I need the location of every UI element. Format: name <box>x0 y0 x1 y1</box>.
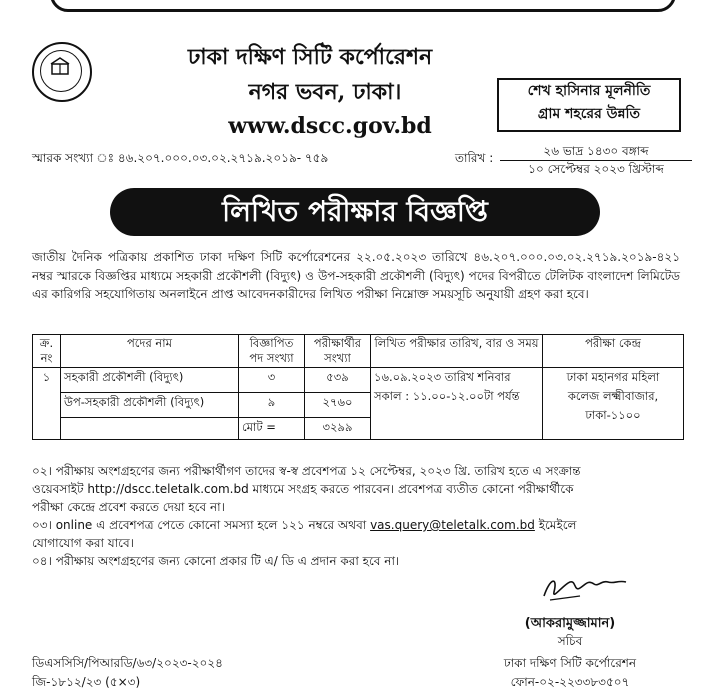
candidates-cell: ২৭৬০ <box>305 393 371 418</box>
note-2-line-1: ০২। পরীক্ষায় অংশগ্রহণের জন্য পরীক্ষার্থীগণ তাদের স্ব-স্ব প্রবেশপত্র ১২ সেপ্টেম্বর, ২০২৩ খ্রি. তারিখ হতে এ সংক্রান্ত <box>32 464 581 478</box>
signatory-name: (আকরামুজ্জামান) <box>524 616 616 631</box>
col-exam-center: পরীক্ষা কেন্দ্র <box>543 335 684 368</box>
post-cell: সহকারী প্রকৌশলী (বিদ্যুৎ) <box>61 368 239 393</box>
note-4: ০৪। পরীক্ষায় অংশগ্রহণের জন্য কোনো প্রকার টি এ/ ডি এ প্রদান করা হবে না। <box>32 554 400 568</box>
slogan-line-2: গ্রাম শহরের উন্নতি <box>537 106 641 122</box>
total-label: মোট = <box>239 418 305 440</box>
empty-cell <box>61 418 239 440</box>
col-candidates: পরীক্ষার্থীর সংখ্যা <box>305 335 371 368</box>
date-bangla: ২৬ ভাদ্র ১৪৩০ বঙ্গাব্দ <box>500 143 692 161</box>
exam-time: সকাল : ১১.০০-১২.০০টা পর্যন্ত <box>374 389 520 403</box>
center-line-1: ঢাকা মহানগর মহিলা <box>566 370 660 384</box>
intro-paragraph: জাতীয় দৈনিক পত্রিকায় প্রকাশিত ঢাকা দক্ষিণ সিটি কর্পোরেশনের ২২.০৫.২০২৩ তারিখে ৪৬.২০৭.০০০.০৩.০২.২৭১৯.২০১৯-৪২১ নম্বর স্মারকে বিজ্ঞপ্তির মাধ্যমে সহকারী প্রকৌশলী (বিদ্যুৎ) ও উপ-সহকারী প্রকৌশলী (বিদ্যুৎ) পদের বিপরীতে টেলিটক বাংলাদেশ লিমিটেড এর কারিগরি সহযোগিতায় অনলাইনে প্রাপ্ত আবেদনকারীদের লিখিত পরীক্ষা নিম্নোক্ত সময়সূচি অনুযায়ী গ্রহণ করা হবে। <box>32 250 680 301</box>
col-serial: ক্র. নং <box>33 335 61 368</box>
org-address: নগর ভবন, ঢাকা। <box>248 79 402 105</box>
support-email-link[interactable]: vas.query@teletalk.com.bd <box>370 518 535 532</box>
dscc-logo <box>32 42 92 102</box>
table-row <box>33 368 684 393</box>
note-3-suffix: ইমেইলে <box>538 518 577 532</box>
note-3-line-2: যোগাযোগ করা যাবে। <box>32 536 134 550</box>
exam-center-cell <box>543 368 684 440</box>
col-exam-date: লিখিত পরীক্ষার তারিখ, বার ও সময় <box>371 335 543 368</box>
org-name: ঢাকা দক্ষিণ সিটি কর্পোরেশন <box>187 44 433 70</box>
note-2 <box>32 462 687 516</box>
website: www.dscc.gov.bd <box>228 113 432 139</box>
footer-code-2: জি-১৮১২/২৩ (৫×৩) <box>32 675 141 689</box>
table-header-row <box>33 335 684 368</box>
memo-ref: স্মারক সংখ্যা ঃ ৪৬.২০৭.০০০.০৩.০২.২৭১৯.২০১৯- ৭৫৯ <box>32 151 329 165</box>
total-candidates: ৩২৯৯ <box>305 418 371 440</box>
note-2-line-3: পরীক্ষা কেন্দ্রে প্রবেশ করতে দেয়া হবে না। <box>32 500 225 514</box>
note-3 <box>32 516 687 552</box>
vacancies-cell: ৩ <box>239 368 305 393</box>
notice-title: লিখিত পরীক্ষার বিজ্ঞপ্তি <box>110 188 600 236</box>
center-line-2: কলেজ লক্ষ্মীবাজার, <box>567 389 659 403</box>
date-label: তারিখ : <box>455 151 494 165</box>
post-cell: উপ-সহকারী প্রকৌশলী (বিদ্যুৎ) <box>61 393 239 418</box>
col-vacancies: বিজ্ঞাপিত পদ সংখ্যা <box>239 335 305 368</box>
exam-schedule-table <box>32 334 684 440</box>
note-3-prefix: ০৩। online এ প্রবেশপত্র পেতে কোনো সমস্যা হলে ১২১ নম্বরে অথবা <box>32 518 367 532</box>
memo-dates <box>500 143 692 178</box>
top-frame <box>50 0 676 12</box>
exam-date: ১৬.০৯.২০২৩ তারিখ শনিবার <box>374 370 511 384</box>
signatory-designation: সচিব <box>557 634 583 648</box>
col-post: পদের নাম <box>61 335 239 368</box>
date-english: ১০ সেপ্টেম্বর ২০২৩ খ্রিস্টাব্দ <box>528 162 664 176</box>
exam-datetime-cell <box>371 368 543 440</box>
signatory-org: ঢাকা দক্ষিণ সিটি কর্পোরেশন <box>503 656 637 670</box>
slogan-box <box>497 78 681 132</box>
signature-mark <box>540 570 630 604</box>
footer-code-1: ডিএসসিসি/পিআরডি/৬৩/২০২৩-২০২৪ <box>32 656 223 670</box>
serial-cell: ১ <box>33 368 61 440</box>
candidates-cell: ৫৩৯ <box>305 368 371 393</box>
note-2-line-2: ওয়েবসাইট http://dscc.teletalk.com.bd মাধ্যমে সংগ্রহ করতে পারবেন। প্রবেশপত্র ব্যতীত কোনো পরীক্ষার্থীকে <box>32 482 574 496</box>
center-line-3: ঢাকা-১১০০ <box>585 408 641 422</box>
vacancies-cell: ৯ <box>239 393 305 418</box>
slogan-line-1: শেখ হাসিনার মূলনীতি <box>527 83 651 99</box>
signatory-phone: ফোন-০২-২২৩৩৮৩৫০৭ <box>510 675 630 689</box>
